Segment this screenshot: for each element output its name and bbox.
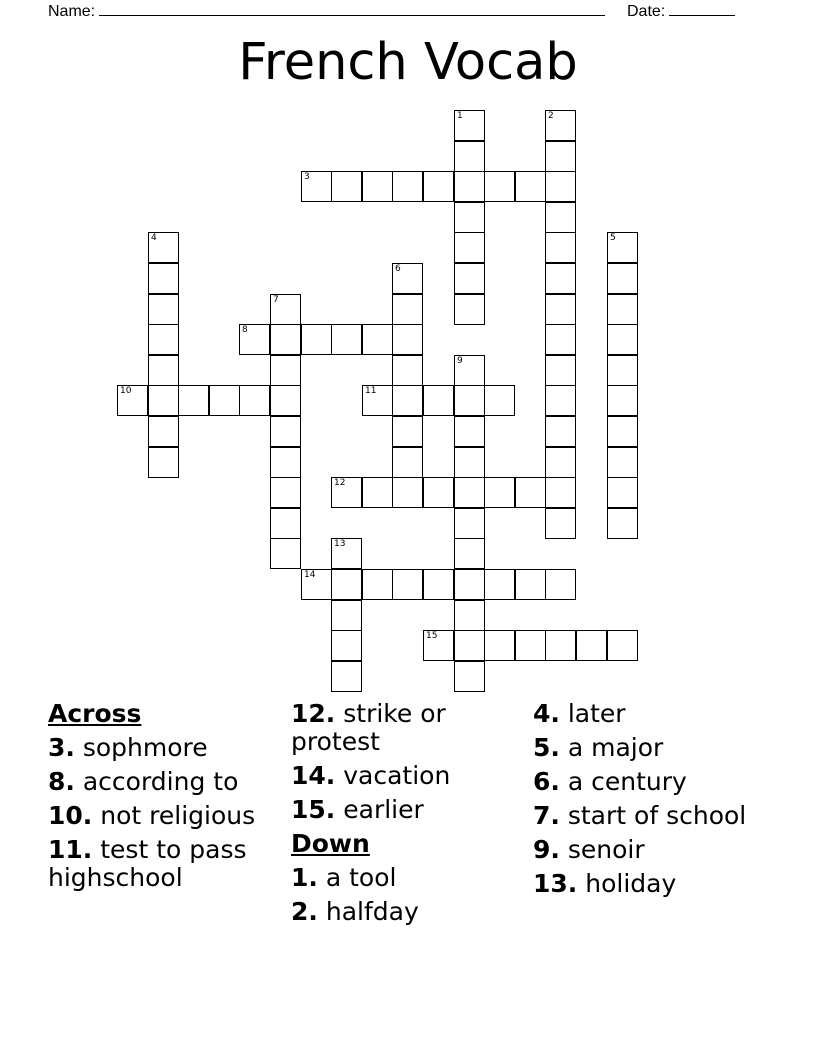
grid-cell[interactable] [239,324,270,355]
clue-text: halfday [325,897,419,926]
grid-cell[interactable] [454,477,485,508]
grid-cell[interactable] [148,447,179,478]
clues-column-3 [533,700,765,904]
grid-cell[interactable] [362,171,393,202]
clue-down-13 [533,870,765,898]
grid-cell[interactable] [545,263,576,294]
grid-cell[interactable] [392,171,423,202]
grid-cell[interactable] [454,202,485,233]
grid-cell[interactable] [331,661,362,692]
grid-cell[interactable] [454,385,485,416]
clue-number: 9. [533,835,560,864]
grid-cell[interactable] [545,110,576,141]
grid-cell[interactable] [607,385,638,416]
grid-cell[interactable] [423,171,454,202]
grid-cell[interactable] [607,294,638,325]
page-title: French Vocab [238,33,578,92]
clue-text: strike or protest [291,699,446,756]
grid-cell[interactable] [484,630,515,661]
grid-cell[interactable] [454,447,485,478]
grid-cell[interactable] [454,141,485,172]
grid-cell[interactable] [545,385,576,416]
clue-down-6 [533,768,765,796]
grid-cell[interactable] [454,569,485,600]
clue-number: 7. [533,801,560,830]
grid-cell[interactable] [545,508,576,539]
cell-number: 2 [548,111,554,121]
grid-cell[interactable] [515,630,546,661]
grid-cell[interactable] [607,355,638,386]
grid-cell[interactable] [423,569,454,600]
grid-cell[interactable] [392,569,423,600]
clue-number: 10. [48,801,93,830]
clue-text: earlier [343,795,424,824]
clue-text: senoir [567,835,645,864]
grid-cell[interactable] [148,232,179,263]
grid-cell[interactable] [454,355,485,386]
grid-cell[interactable] [607,324,638,355]
grid-cell[interactable] [423,385,454,416]
clue-text: holiday [585,869,677,898]
clue-text: start of school [567,801,747,830]
grid-cell[interactable] [454,232,485,263]
clue-text: not religious [100,801,256,830]
clue-text: vacation [343,761,451,790]
date-label: Date: [627,3,666,20]
cell-number: 12 [334,478,346,488]
grid-cell[interactable] [484,569,515,600]
grid-cell[interactable] [515,477,546,508]
grid-cell[interactable] [392,294,423,325]
grid-cell[interactable] [362,324,393,355]
across-heading: Across [48,699,142,728]
cell-number: 3 [304,172,310,182]
grid-cell[interactable] [454,171,485,202]
grid-cell[interactable] [331,171,362,202]
grid-cell[interactable] [454,630,485,661]
grid-cell[interactable] [545,324,576,355]
grid-cell[interactable] [270,385,301,416]
clue-text: later [567,699,626,728]
grid-cell[interactable] [545,477,576,508]
grid-cell[interactable] [301,171,332,202]
clue-across-3 [48,734,280,762]
grid-cell[interactable] [545,141,576,172]
grid-cell[interactable] [331,630,362,661]
grid-cell[interactable] [454,661,485,692]
grid-cell[interactable] [392,416,423,447]
grid-cell[interactable] [454,263,485,294]
grid-cell[interactable] [270,447,301,478]
clue-number: 14. [291,761,336,790]
grid-cell[interactable] [301,569,332,600]
grid-cell[interactable] [607,447,638,478]
clue-down-5 [533,734,765,762]
grid-cell[interactable] [545,171,576,202]
grid-cell[interactable] [331,600,362,631]
grid-cell[interactable] [454,508,485,539]
clue-text: according to [82,767,239,796]
grid-cell[interactable] [178,385,209,416]
grid-cell[interactable] [607,416,638,447]
grid-cell[interactable] [392,355,423,386]
grid-cell[interactable] [484,385,515,416]
down-heading: Down [291,829,370,858]
grid-cell[interactable] [331,477,362,508]
grid-cell[interactable] [392,447,423,478]
clue-number: 2. [291,897,318,926]
grid-cell[interactable] [362,385,393,416]
grid-cell[interactable] [545,294,576,325]
grid-cell[interactable] [270,477,301,508]
clue-down-7 [533,802,765,830]
grid-cell[interactable] [392,385,423,416]
grid-cell[interactable] [331,538,362,569]
cell-number: 8 [242,325,248,335]
grid-cell[interactable] [607,232,638,263]
grid-cell[interactable] [607,508,638,539]
grid-cell[interactable] [392,477,423,508]
grid-cell[interactable] [301,324,332,355]
cell-number: 5 [610,233,616,243]
grid-cell[interactable] [362,569,393,600]
grid-cell[interactable] [545,630,576,661]
grid-cell[interactable] [423,630,454,661]
clue-across-15 [291,796,523,824]
clue-number: 6. [533,767,560,796]
grid-cell[interactable] [270,416,301,447]
grid-cell[interactable] [484,477,515,508]
grid-cell[interactable] [484,171,515,202]
grid-cell[interactable] [270,538,301,569]
clue-text: test to pass highschool [48,835,247,892]
grid-cell[interactable] [545,569,576,600]
grid-cell[interactable] [454,294,485,325]
grid-cell[interactable] [270,508,301,539]
name-label: Name: [48,3,96,20]
grid-cell[interactable] [545,202,576,233]
grid-cell[interactable] [239,385,270,416]
grid-cell[interactable] [270,324,301,355]
grid-cell[interactable] [423,477,454,508]
grid-cell[interactable] [607,630,638,661]
grid-cell[interactable] [454,538,485,569]
cell-number: 4 [151,233,157,243]
grid-cell[interactable] [362,477,393,508]
grid-cell[interactable] [454,110,485,141]
clue-number: 8. [48,767,75,796]
clue-number: 11. [48,835,93,864]
grid-cell[interactable] [545,447,576,478]
grid-cell[interactable] [148,416,179,447]
grid-cell[interactable] [454,600,485,631]
grid-cell[interactable] [607,477,638,508]
clue-number: 5. [533,733,560,762]
clue-across-14 [291,762,523,790]
cell-number: 7 [273,295,279,305]
clue-number: 1. [291,863,318,892]
grid-cell[interactable] [545,355,576,386]
cell-number: 13 [334,539,346,549]
clue-down-1 [291,864,523,892]
clues-column-2 [291,700,523,932]
cell-number: 14 [304,570,316,580]
grid-cell[interactable] [331,324,362,355]
grid-cell[interactable] [148,355,179,386]
clue-down-2 [291,898,523,926]
clue-across-12 [291,700,523,756]
clue-across-10 [48,802,280,830]
clue-number: 4. [533,699,560,728]
cell-number: 1 [457,111,463,121]
cell-number: 6 [395,264,401,274]
clue-down-9 [533,836,765,864]
grid-cell[interactable] [607,263,638,294]
cell-number: 10 [120,386,132,396]
grid-cell[interactable] [545,416,576,447]
grid-cell[interactable] [545,232,576,263]
cell-number: 11 [365,386,377,396]
cell-number: 9 [457,356,463,366]
grid-cell[interactable] [148,324,179,355]
clue-text: a century [567,767,687,796]
clue-number: 12. [291,699,336,728]
grid-cell[interactable] [148,385,179,416]
clue-across-11 [48,836,280,892]
grid-cell[interactable] [270,355,301,386]
grid-cell[interactable] [148,263,179,294]
grid-cell[interactable] [576,630,607,661]
clue-number: 13. [533,869,578,898]
clue-number: 15. [291,795,336,824]
clue-number: 3. [48,733,75,762]
clues-column-1 [48,700,280,898]
grid-cell[interactable] [209,385,240,416]
grid-cell[interactable] [515,569,546,600]
grid-cell[interactable] [148,294,179,325]
grid-cell[interactable] [392,263,423,294]
clue-text: sophmore [82,733,208,762]
grid-cell[interactable] [117,385,148,416]
grid-cell[interactable] [392,324,423,355]
clue-text: a tool [325,863,397,892]
grid-cell[interactable] [270,294,301,325]
clue-across-8 [48,768,280,796]
clue-text: a major [567,733,664,762]
grid-cell[interactable] [454,416,485,447]
grid-cell[interactable] [515,171,546,202]
cell-number: 15 [426,631,438,641]
clue-down-4 [533,700,765,728]
grid-cell[interactable] [331,569,362,600]
